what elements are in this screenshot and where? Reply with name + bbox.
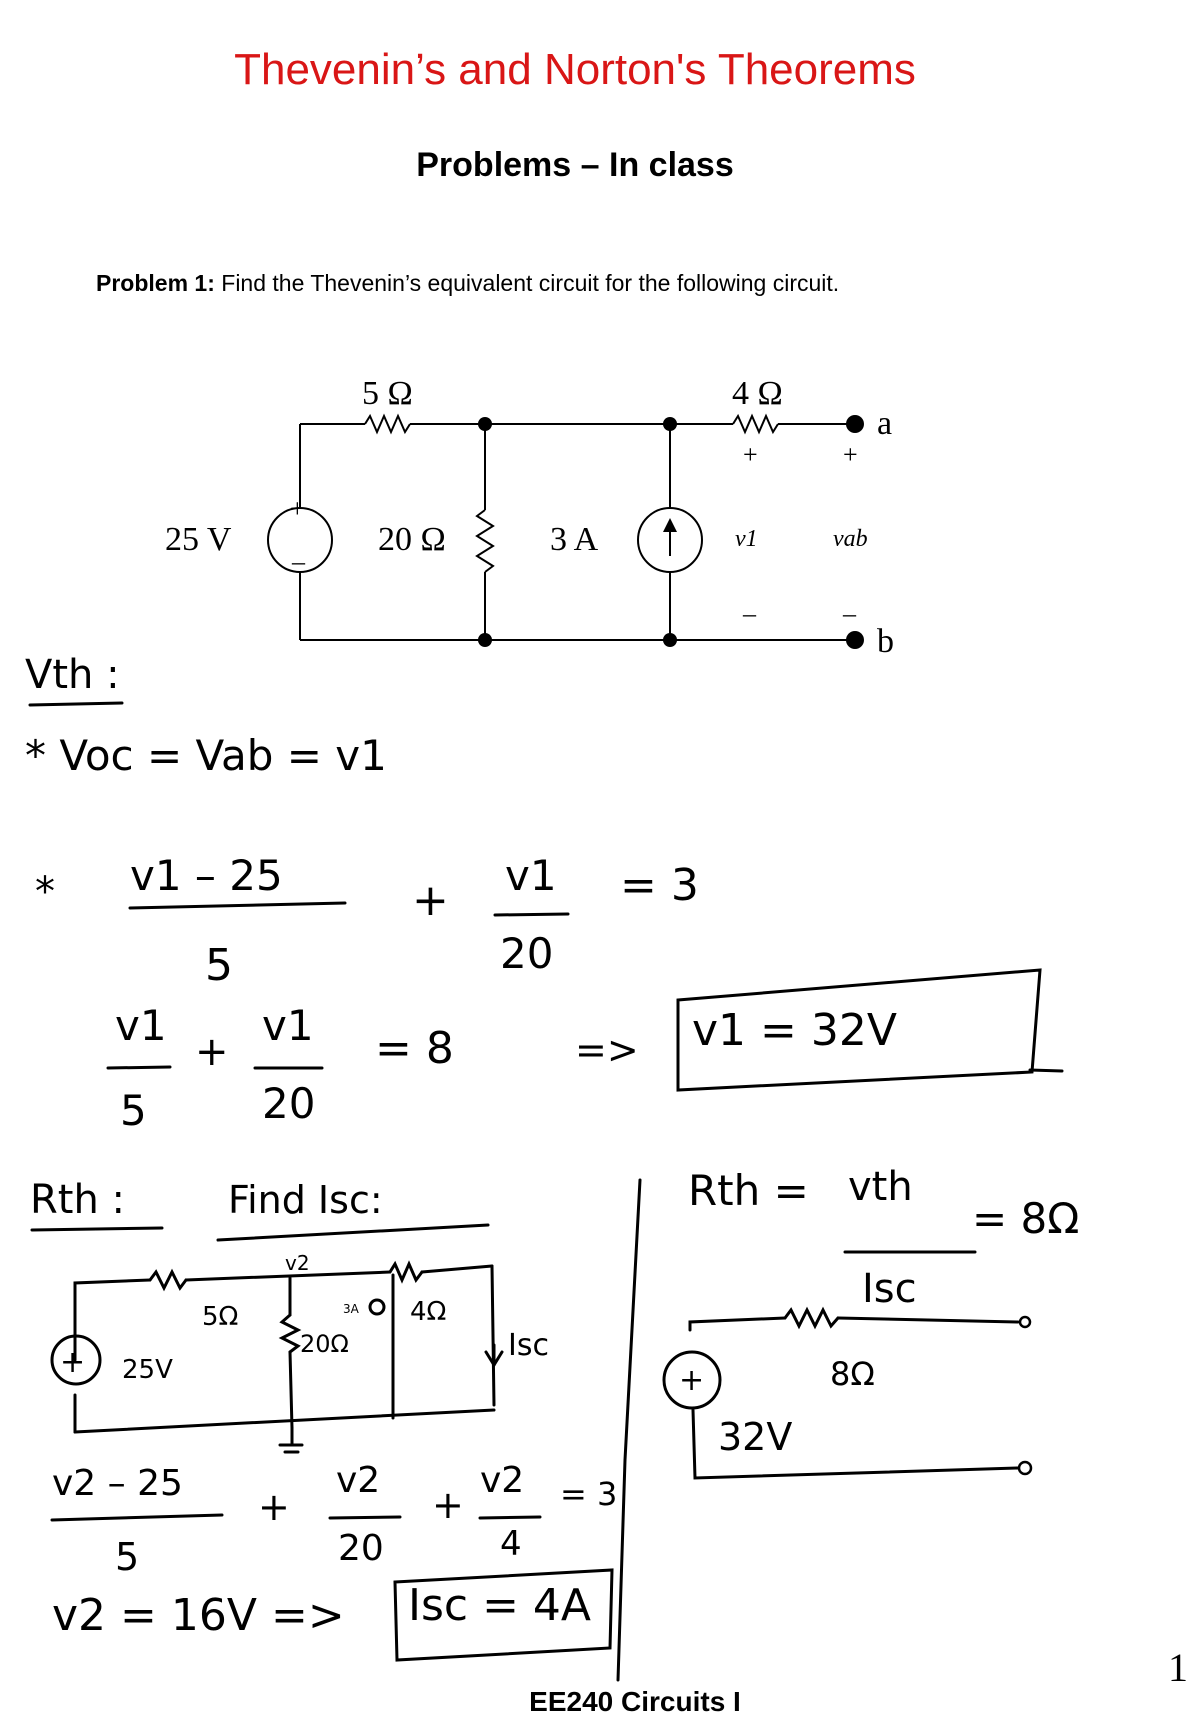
rth-result: = 8Ω	[972, 1194, 1080, 1243]
label-node-b: b	[877, 623, 894, 660]
label-5ohm: 5 Ω	[362, 375, 413, 412]
find-isc: Find Isc:	[228, 1178, 383, 1222]
vth-heading: Vth :	[25, 652, 120, 698]
sc-r20: 20Ω	[300, 1330, 349, 1358]
th-terminal-b	[1019, 1462, 1031, 1474]
eq1-num2: v1	[505, 851, 557, 900]
arrow-up-icon	[663, 518, 677, 532]
terminal-a-dot	[846, 415, 864, 433]
resistor-20ohm	[477, 510, 493, 572]
arrow-implies: =>	[575, 1028, 639, 1072]
result-v1: v1 = 32V	[692, 1005, 897, 1056]
v1-plus: +	[743, 440, 758, 469]
th-resistor-label: 8Ω	[830, 1355, 875, 1393]
eq1-rhs: = 3	[620, 860, 699, 911]
sc-3a: 3A	[343, 1302, 359, 1316]
label-v1: v1	[735, 526, 758, 552]
eq2-num1: v1	[115, 1001, 167, 1050]
divider-line	[618, 1180, 640, 1680]
eq3-den2: 20	[338, 1528, 384, 1569]
eq2-plus: +	[195, 1029, 229, 1075]
eq3-fraction-bar-1	[52, 1515, 222, 1520]
sc-current-source-icon	[370, 1300, 384, 1314]
footer-course: EE240 Circuits I	[529, 1686, 741, 1717]
rth-den: Isc	[862, 1266, 917, 1312]
node-dot	[478, 633, 492, 647]
vsrc-minus: –	[292, 547, 305, 576]
rth-underline	[32, 1228, 162, 1230]
sc-25v: 25V	[122, 1355, 173, 1385]
sc-v2: v2	[285, 1251, 310, 1275]
vth-underline	[30, 703, 122, 705]
eq1-den1: 5	[205, 940, 233, 991]
sc-r4: 4Ω	[410, 1297, 447, 1327]
label-vab: vab	[833, 526, 868, 552]
eq3-fraction-bar-3	[480, 1517, 540, 1518]
v2-result: v2 = 16V =>	[52, 1590, 345, 1641]
voc-line: * Voc = Vab = v1	[25, 731, 387, 780]
label-node-a: a	[877, 405, 893, 442]
sc-source-plus-icon: +	[60, 1345, 86, 1380]
eq1-fraction-bar-2	[495, 914, 568, 915]
sc-resistor-4	[390, 1264, 422, 1280]
eq3-num3: v2	[480, 1460, 525, 1501]
eq3-plus1: +	[258, 1485, 290, 1529]
page-subtitle: Problems – In class	[416, 146, 734, 184]
th-source-plus-icon: +	[679, 1363, 705, 1398]
eq3-den3: 4	[500, 1524, 522, 1564]
eq3-num2: v2	[336, 1460, 381, 1501]
rth-lhs: Rth =	[688, 1166, 809, 1215]
th-voltage-label: 32V	[718, 1415, 793, 1459]
sc-r5: 5Ω	[202, 1302, 239, 1332]
terminal-b-dot	[846, 631, 864, 649]
resistor-5ohm	[365, 416, 410, 432]
eq2-rhs: = 8	[375, 1023, 454, 1074]
label-20ohm: 20 Ω	[378, 521, 446, 558]
eq3-rhs: = 3	[560, 1475, 618, 1513]
vsrc-plus: +	[290, 494, 305, 523]
th-top-wire	[690, 1318, 785, 1330]
page-number: 1	[1168, 1645, 1188, 1690]
node-dot	[663, 417, 677, 431]
eq1-num1: v1 – 25	[130, 851, 283, 900]
sc-isc: Isc	[508, 1328, 549, 1363]
v1-minus: –	[743, 599, 756, 628]
eq1-star: *	[35, 869, 55, 915]
eq2-fraction-bar-1	[108, 1067, 170, 1068]
resistor-4ohm	[733, 416, 778, 432]
eq2-den1: 5	[120, 1086, 147, 1135]
eq1-den2: 20	[500, 929, 554, 978]
eq3-den1: 5	[115, 1535, 140, 1579]
th-resistor-8	[785, 1310, 838, 1326]
node-dot	[663, 633, 677, 647]
rth-num: vth	[848, 1164, 913, 1210]
eq1-fraction-bar-1	[130, 903, 345, 908]
find-isc-underline	[218, 1225, 488, 1240]
eq2-num2: v1	[262, 1001, 314, 1050]
vab-minus: –	[843, 599, 856, 628]
sc-resistor-5	[150, 1272, 186, 1288]
eq3-fraction-bar-2	[330, 1517, 400, 1518]
problem-text: Find the Thevenin’s equivalent circuit for the following circuit.	[221, 270, 840, 296]
label-25v: 25 V	[165, 521, 232, 558]
rth-heading: Rth :	[30, 1177, 126, 1223]
eq3-num1: v2 – 25	[52, 1463, 183, 1504]
sc-resistor-20	[282, 1315, 298, 1352]
label-3a: 3 A	[550, 521, 599, 558]
th-top-wire-2	[838, 1318, 1018, 1322]
problem-label: Problem 1:	[96, 270, 215, 296]
eq2-den2: 20	[262, 1079, 316, 1128]
label-4ohm: 4 Ω	[732, 375, 783, 412]
node-dot	[478, 417, 492, 431]
isc-result: Isc = 4A	[408, 1580, 592, 1631]
eq3-plus2: +	[432, 1483, 464, 1527]
page-title: Thevenin’s and Norton's Theorems	[234, 45, 916, 94]
th-terminal-a	[1020, 1317, 1030, 1327]
box-overstroke	[1030, 1070, 1062, 1071]
vab-plus: +	[843, 440, 858, 469]
eq1-plus: +	[412, 875, 449, 926]
